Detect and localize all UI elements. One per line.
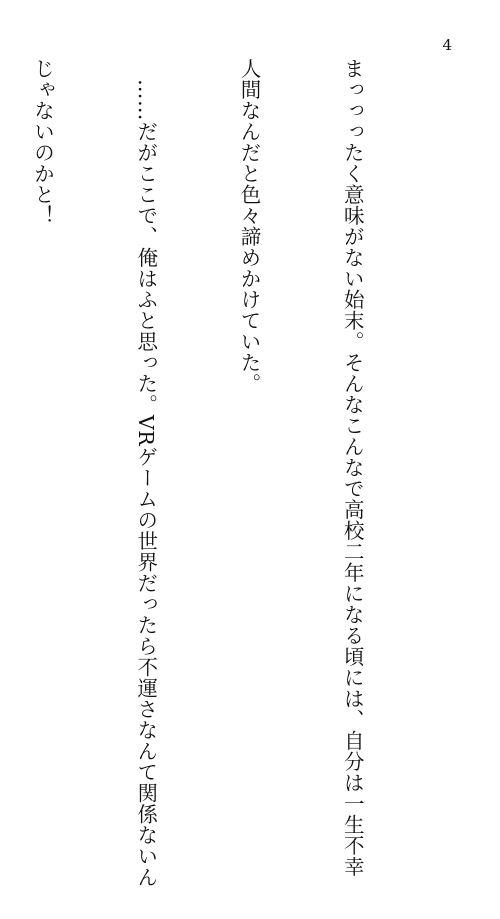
- text-line: 人間なんだと色々諦めかけていた。: [236, 58, 261, 394]
- page-number: 4: [442, 36, 452, 54]
- novel-text-body: [30, 58, 438, 888]
- text-line: ……だがここで、俺はふと思った。VRゲームの世界だったら不運さなんて関係ないん: [133, 58, 158, 888]
- text-line: まっっったく意味がない始末。そんなこんなで高校二年になる頃には、自分は一生不幸: [340, 58, 365, 877]
- text-line: じゃないのかと！: [30, 58, 55, 226]
